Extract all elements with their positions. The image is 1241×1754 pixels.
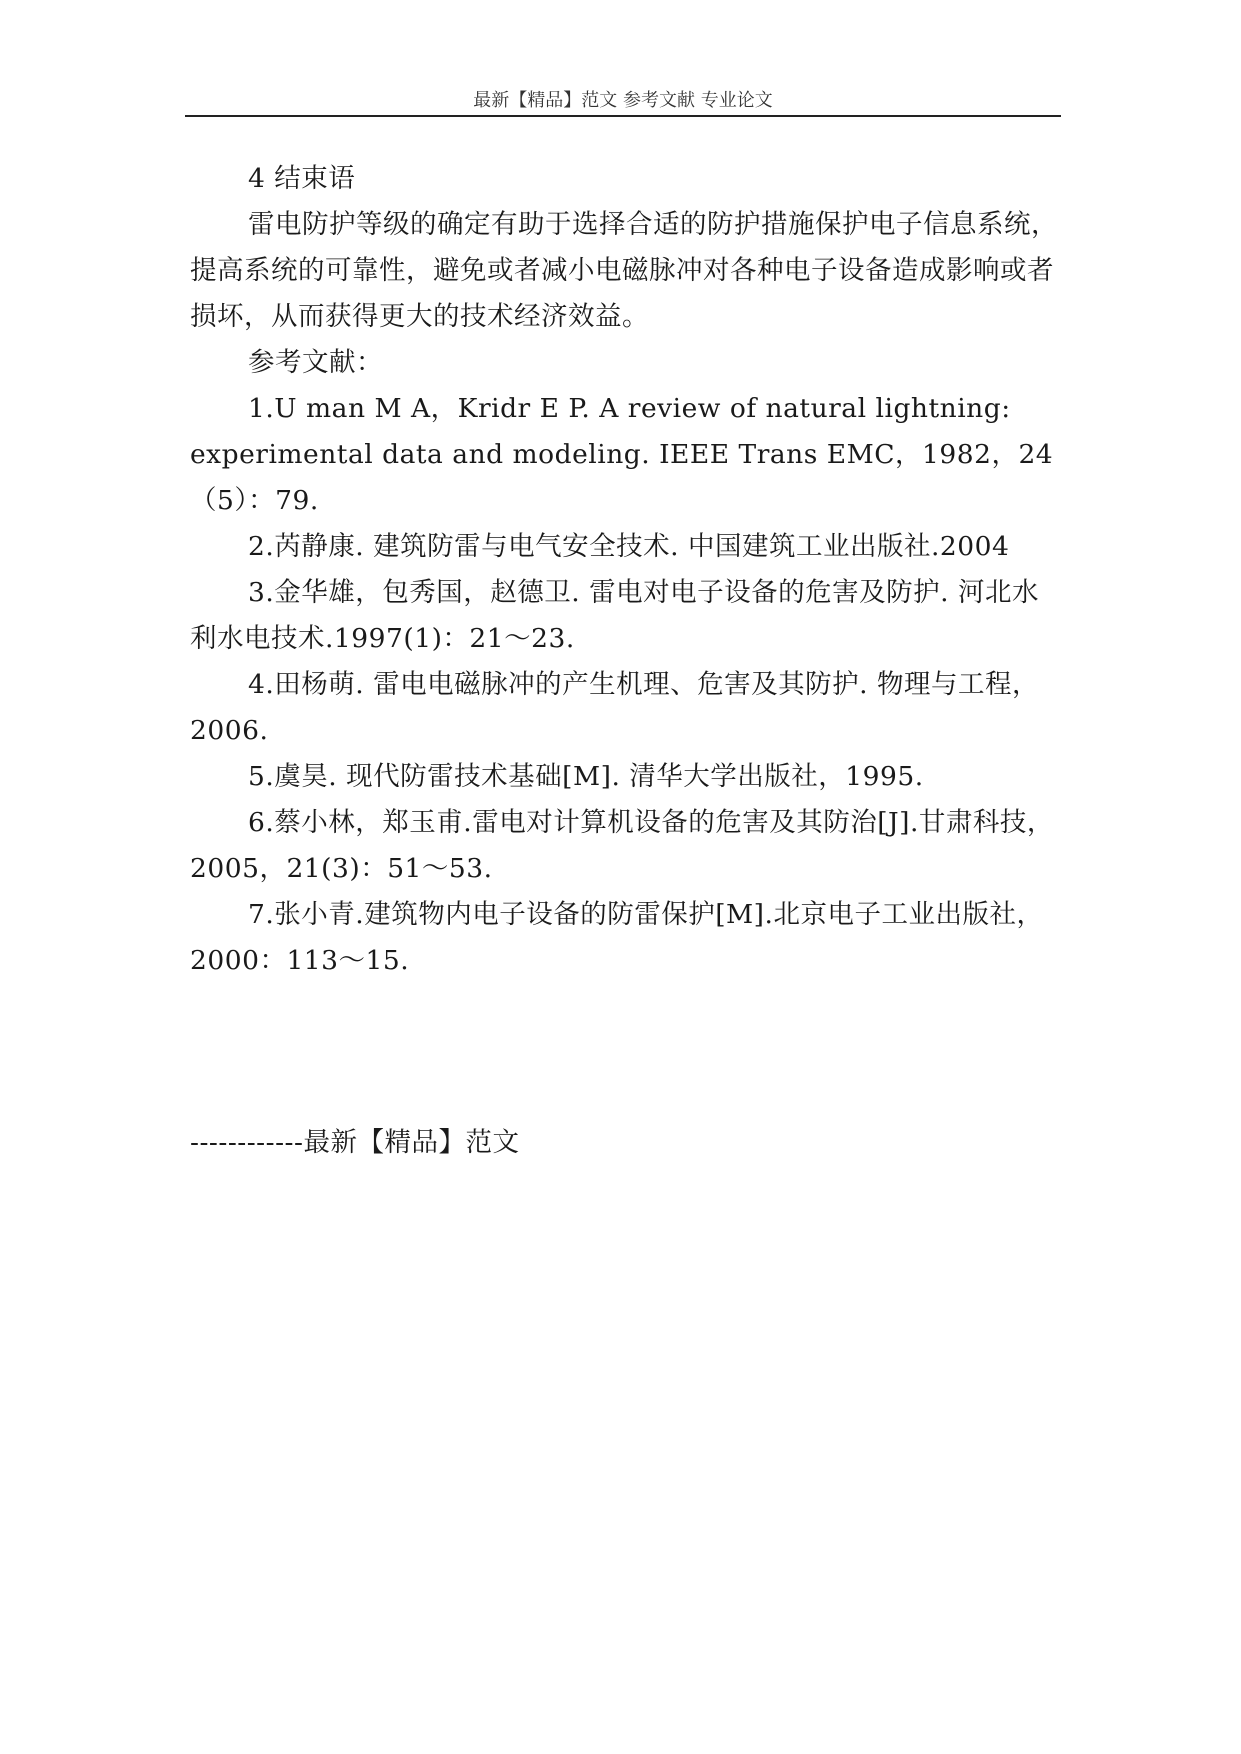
header-divider [185,115,1061,117]
footer-text: ------------最新【精品】范文 [190,1127,520,1158]
reference-item-6: 6.蔡小林，郑玉甫.雷电对计算机设备的危害及其防治[J].甘肃科技，2005，21(3)：51～53. [190,807,1054,884]
section-heading: 4 结束语 [248,163,356,194]
reference-item-5: 5.虞昊. 现代防雷技术基础[M]. 清华大学出版社，1995. [248,761,924,792]
document-body [190,156,1060,984]
conclusion-paragraph: 雷电防护等级的确定有助于选择合适的防护措施保护电子信息系统，提高系统的可靠性，避免或者减小电磁脉冲对各种电子设备造成影响或者损坏，从而获得更大的技术经济效益。 [190,209,1058,332]
reference-item-7: 7.张小青.建筑物内电子设备的防雷保护[M].北京电子工业出版社，2000：113～15. [190,899,1044,976]
reference-item-2: 2.芮静康. 建筑防雷与电气安全技术. 中国建筑工业出版社.2004 [248,531,1010,562]
page-header: 最新【精品】范文 参考文献 专业论文 [473,90,773,111]
references-heading: 参考文献： [248,347,383,378]
reference-item-1: 1.U man M A，Kridr E P. A review of natural lightning: experimental data and modeling. IEEE Trans EMC，1982，24（5）：79. [190,393,1054,516]
reference-item-3: 3.金华雄，包秀国，赵德卫. 雷电对电子设备的危害及防护. 河北水利水电技术.1997(1)：21～23. [190,577,1039,654]
reference-item-4: 4.田杨萌. 雷电电磁脉冲的产生机理、危害及其防护. 物理与工程，2006. [190,669,1039,746]
